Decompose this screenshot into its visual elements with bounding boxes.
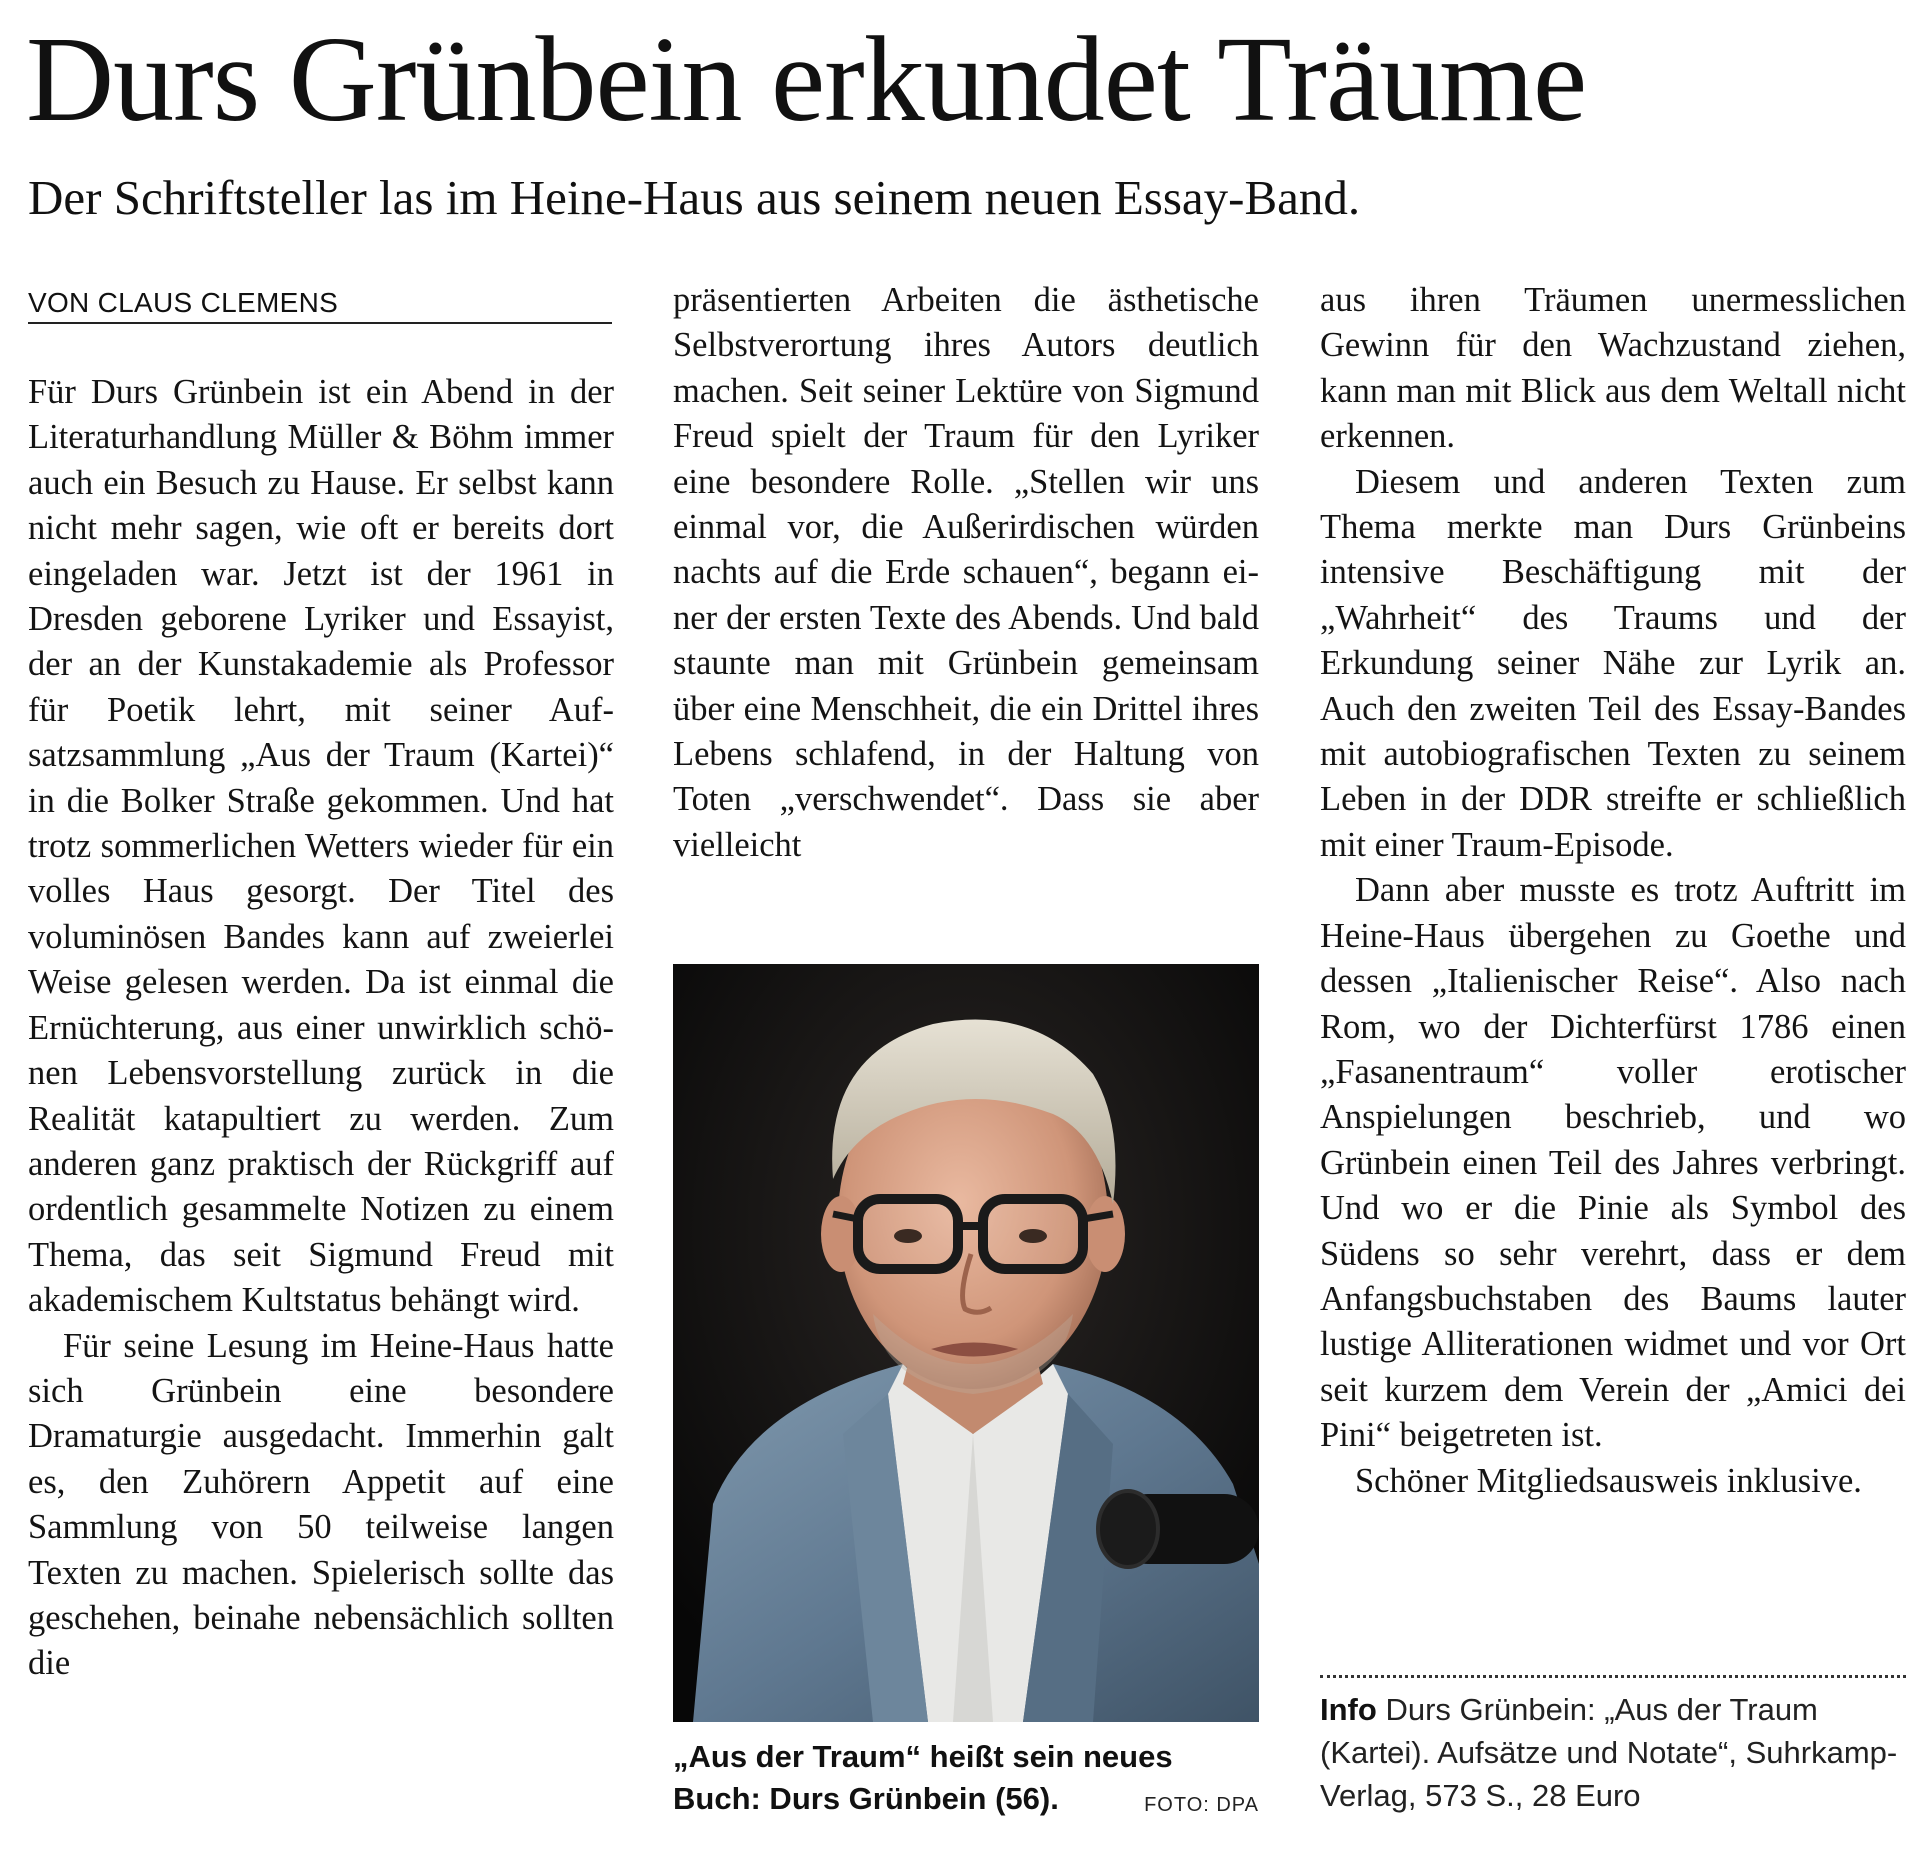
article-column-2 (673, 278, 1259, 868)
author-portrait-illustration (673, 964, 1259, 1722)
subheadline: Der Schriftsteller las im Heine-Haus aus seinem neuen Essay-Band. (28, 170, 1361, 225)
body-paragraph: aus ihren Träumen unermesslichen Gewinn für den Wachzustand ziehen, kann man mit Blick aus dem Weltall nicht erkennen. (1320, 281, 1906, 456)
author-photo (673, 964, 1259, 1722)
info-divider (1320, 1675, 1906, 1678)
article-column-1 (28, 370, 614, 1687)
body-paragraph: Für Durs Grünbein ist ein Abend in der Literaturhandlung Müller & Böhm immer auch ein Besuch zu Hause. Er selbst kann nicht mehr sagen, wie oft er bereits dort eingeladen war. Jetzt ist der 1961 in Dresden geborene Lyriker und Essayist, der an der Kunstakademie als Professor für Poetik lehrt, mit seiner Aufsatzsammlung „Aus der Traum (Kartei)“ in die Bolker Straße gekommen. Und hat trotz sommerlichen Wetters wieder für ein volles Haus gesorgt. Der Titel des voluminösen Bandes kann auf zweierlei Weise gelesen werden. Da ist einmal die Ernüchterung, aus einer unwirklich schönen Lebensvorstellung zurück in die Realität katapultiert zu werden. Zum anderen ganz praktisch der Rückgriff auf ordentlich gesammelte Notizen zu einem Thema, das seit Sigmund Freud mit akademischem Kultstatus behängt wird. (28, 373, 614, 1320)
body-paragraph: Dann aber musste es trotz Auftritt im Heine-Haus übergehen zu Goethe und dessen „Italienischer Reise“. Also nach Rom, wo der Dichterfürst 1786 einen „Fasanentraum“ voller erotischer Anspielungen beschrieb, und wo Grünbein einen Teil des Jahres verbringt. Und wo er die Pinie als Symbol des Südens so sehr verehrt, dass er dem Anfangsbuchstaben des Baums lauter lustige Alliterationen widmet und vor Ort seit kurzem dem Verein der „Amici dei Pini“ beigetreten ist. (1320, 871, 1906, 1455)
byline: VON CLAUS CLEMENS (28, 286, 612, 324)
body-paragraph: Schöner Mitgliedsausweis inklusive. (1355, 1461, 1862, 1500)
info-text: Durs Grünbein: „Aus der Traum (Kartei). Aufsätze und Notate“, Suhrkamp-Verlag, 573 S., 28 Euro (1320, 1692, 1898, 1813)
article-column-3 (1320, 278, 1906, 1504)
headline: Durs Grünbein erkundet Träume (26, 12, 1587, 147)
photo-credit: FOTO: DPA (1144, 1794, 1259, 1816)
body-paragraph: präsentierten Arbeiten die ästhetische Selbstverortung ihres Autors deutlich machen. Seit seiner Lektüre von Sigmund Freud spielt der Traum für den Lyriker eine besondere Rolle. „Stellen wir uns einmal vor, die Außerirdischen würden nachts auf die Erde schauen“, begann einer der ersten Texte des Abends. Und bald staunte man mit Grünbein gemeinsam über eine Menschheit, die ein Drittel ihres Lebens schlafend, in der Haltung von Toten „verschwendet“. Dass sie aber vielleicht (673, 281, 1259, 864)
info-label: Info (1320, 1692, 1377, 1727)
photo-caption: „Aus der Traum“ heißt sein neues Buch: Durs Grünbein (56). (673, 1739, 1173, 1816)
info-box (1320, 1688, 1906, 1817)
body-paragraph: Für seine Lesung im Heine-Haus hatte sich Grünbein eine besondere Dramaturgie ausgedacht. Immerhin galt es, den Zuhörern Appetit auf eine Sammlung von 50 teilweise langen Texten zu machen. Spielerisch sollte das geschehen, beinahe nebensächlich sollten die (28, 1326, 614, 1683)
body-paragraph: Diesem und anderen Texten zum Thema merkte man Durs Grünbeins intensive Beschäftigung mit der „Wahrheit“ des Traums und der Erkundung seiner Nähe zur Lyrik an. Auch den zweiten Teil des Essay-Bandes mit autobiografischen Texten zu seinem Leben in der DDR streifte er schließlich mit einer Traum-Episode. (1320, 462, 1906, 864)
